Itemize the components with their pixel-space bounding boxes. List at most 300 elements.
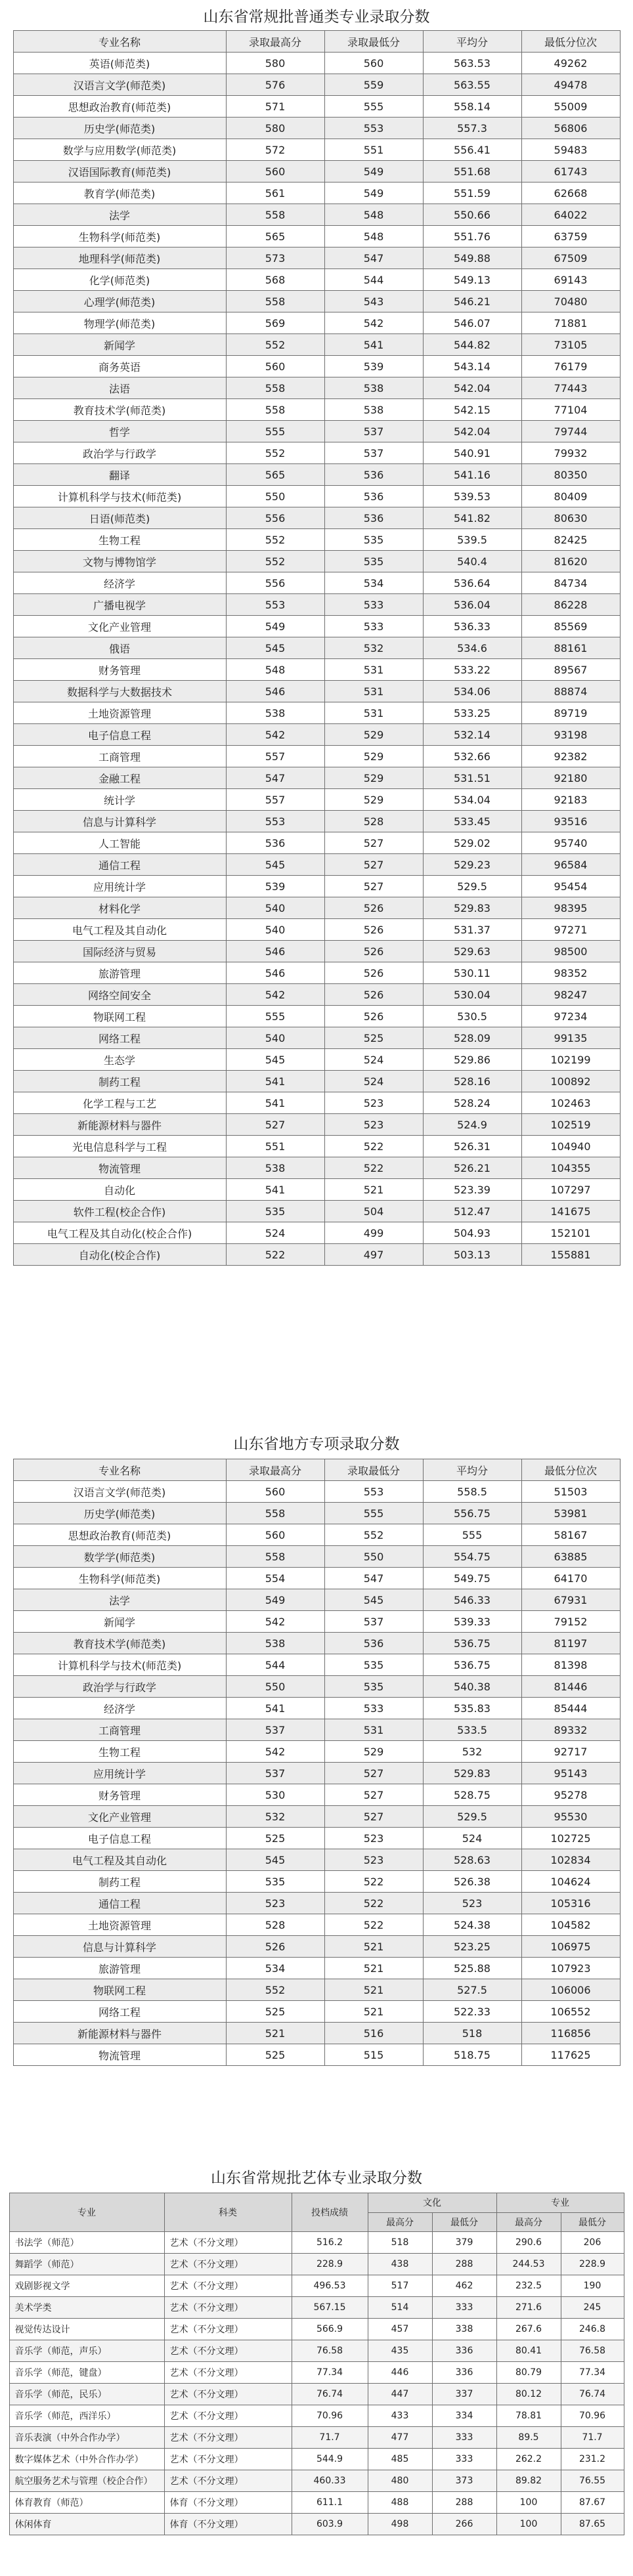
table-cell: 527.5 bbox=[423, 1979, 521, 2001]
table-cell: 539 bbox=[324, 356, 423, 377]
table-cell: 544 bbox=[226, 1654, 324, 1676]
table-cell: 190 bbox=[561, 2275, 624, 2297]
column-header: 最低分位次 bbox=[521, 1459, 620, 1481]
table-cell: 化学工程与工艺 bbox=[13, 1092, 226, 1114]
table-cell: 体育（不分文理） bbox=[164, 2514, 292, 2535]
header-row bbox=[13, 1459, 620, 1481]
table-cell: 531 bbox=[324, 702, 423, 724]
table-cell: 制药工程 bbox=[13, 1871, 226, 1893]
table-cell: 548 bbox=[324, 204, 423, 226]
table-cell: 518.75 bbox=[423, 2044, 521, 2066]
table-cell: 92180 bbox=[521, 767, 620, 789]
table-cell: 560 bbox=[226, 1524, 324, 1546]
table-cell: 79744 bbox=[521, 421, 620, 442]
table-cell: 计算机科学与技术(师范类) bbox=[13, 1654, 226, 1676]
table-row bbox=[9, 2384, 624, 2405]
table-cell: 80.12 bbox=[496, 2384, 561, 2405]
table-cell: 526 bbox=[226, 1936, 324, 1958]
table-cell: 物流管理 bbox=[13, 1157, 226, 1179]
table-row bbox=[13, 1763, 620, 1784]
table-row bbox=[13, 1914, 620, 1936]
table-cell: 102725 bbox=[521, 1828, 620, 1849]
table-cell: 音乐学（师范，民乐） bbox=[9, 2384, 164, 2405]
table-cell: 97271 bbox=[521, 919, 620, 941]
table-cell: 541 bbox=[226, 1179, 324, 1201]
table-cell: 541 bbox=[226, 1071, 324, 1092]
table-row bbox=[13, 724, 620, 746]
table-cell: 80630 bbox=[521, 507, 620, 529]
table-cell: 58167 bbox=[521, 1524, 620, 1546]
table-cell: 汉语言文学(师范类) bbox=[13, 74, 226, 96]
header-culture-min: 最低分 bbox=[432, 2212, 496, 2232]
table-cell: 529.83 bbox=[423, 1763, 521, 1784]
table-cell: 522 bbox=[324, 1157, 423, 1179]
table-cell: 544.82 bbox=[423, 334, 521, 356]
table-cell: 497 bbox=[324, 1244, 423, 1266]
table-row bbox=[9, 2514, 624, 2535]
table-cell: 565 bbox=[226, 226, 324, 247]
table-cell: 560 bbox=[324, 53, 423, 74]
table-row bbox=[9, 2449, 624, 2470]
table-cell: 547 bbox=[324, 1568, 423, 1589]
table-cell: 历史学(师范类) bbox=[13, 1503, 226, 1524]
table-cell: 288 bbox=[432, 2492, 496, 2514]
table-row bbox=[13, 854, 620, 876]
table-cell: 477 bbox=[368, 2427, 432, 2449]
table-cell: 542.04 bbox=[423, 421, 521, 442]
table-cell: 550 bbox=[226, 486, 324, 507]
table-cell: 100892 bbox=[521, 1071, 620, 1092]
table-cell: 89332 bbox=[521, 1719, 620, 1741]
table-row bbox=[13, 2023, 620, 2044]
table-cell: 541 bbox=[226, 1092, 324, 1114]
table-cell: 光电信息科学与工程 bbox=[13, 1136, 226, 1157]
table-cell: 戏剧影视文学 bbox=[9, 2275, 164, 2297]
table-row bbox=[13, 1049, 620, 1071]
table-cell: 535 bbox=[324, 1676, 423, 1698]
table-cell: 网络工程 bbox=[13, 1027, 226, 1049]
table-cell: 89567 bbox=[521, 659, 620, 681]
header-culture: 文化 bbox=[368, 2193, 496, 2213]
table-cell: 106552 bbox=[521, 2001, 620, 2023]
table-cell: 542.04 bbox=[423, 377, 521, 399]
table-cell: 542 bbox=[226, 724, 324, 746]
table-cell: 98395 bbox=[521, 897, 620, 919]
table-cell: 551.68 bbox=[423, 161, 521, 182]
table-cell: 49478 bbox=[521, 74, 620, 96]
table-cell: 76.58 bbox=[292, 2340, 368, 2362]
table-cell: 543 bbox=[324, 291, 423, 312]
table-cell: 生物科学(师范类) bbox=[13, 226, 226, 247]
table-cell: 536 bbox=[324, 464, 423, 486]
column-header: 最低分位次 bbox=[521, 31, 620, 53]
table-cell: 64022 bbox=[521, 204, 620, 226]
table-cell: 541 bbox=[324, 334, 423, 356]
table-cell: 524 bbox=[324, 1071, 423, 1092]
table-row bbox=[9, 2340, 624, 2362]
table-cell: 549 bbox=[226, 1589, 324, 1611]
table-cell: 531 bbox=[324, 659, 423, 681]
table-cell: 艺术（不分文理） bbox=[164, 2275, 292, 2297]
table-cell: 金融工程 bbox=[13, 767, 226, 789]
table-cell: 107297 bbox=[521, 1179, 620, 1201]
table-cell: 528.16 bbox=[423, 1071, 521, 1092]
table-row bbox=[13, 984, 620, 1006]
table-cell: 262.2 bbox=[496, 2449, 561, 2470]
table-cell: 81446 bbox=[521, 1676, 620, 1698]
table-cell: 527 bbox=[324, 876, 423, 897]
table-cell: 55009 bbox=[521, 96, 620, 118]
table-cell: 524 bbox=[324, 1049, 423, 1071]
table-row bbox=[9, 2362, 624, 2384]
table-cell: 旅游管理 bbox=[13, 1958, 226, 1979]
table-cell: 教育技术学(师范类) bbox=[13, 399, 226, 421]
table-cell: 物流管理 bbox=[13, 2044, 226, 2066]
table-cell: 80.79 bbox=[496, 2362, 561, 2384]
table-cell: 航空服务艺术与管理（校企合作） bbox=[9, 2470, 164, 2492]
table-cell: 524.38 bbox=[423, 1914, 521, 1936]
table-cell: 534.6 bbox=[423, 637, 521, 659]
table-cell: 529.5 bbox=[423, 1806, 521, 1828]
table-cell: 555 bbox=[226, 1006, 324, 1027]
table-row bbox=[13, 1071, 620, 1092]
table-cell: 86228 bbox=[521, 594, 620, 616]
table-cell: 512.47 bbox=[423, 1201, 521, 1222]
table-row bbox=[9, 2470, 624, 2492]
table-row bbox=[13, 1027, 620, 1049]
header-category: 科类 bbox=[164, 2193, 292, 2232]
table-cell: 523 bbox=[324, 1114, 423, 1136]
table-cell: 576 bbox=[226, 74, 324, 96]
table-cell: 体育教育（师范） bbox=[9, 2492, 164, 2514]
table-cell: 515 bbox=[324, 2044, 423, 2066]
table-cell: 542 bbox=[226, 1741, 324, 1763]
table-row bbox=[13, 1849, 620, 1871]
table-cell: 529.23 bbox=[423, 854, 521, 876]
table-cell: 551 bbox=[324, 139, 423, 161]
table-row bbox=[13, 247, 620, 269]
table-cell: 535 bbox=[324, 551, 423, 572]
table-row bbox=[13, 74, 620, 96]
table-cell: 电气工程及其自动化 bbox=[13, 919, 226, 941]
table-cell: 567.15 bbox=[292, 2297, 368, 2319]
table-cell: 534 bbox=[226, 1958, 324, 1979]
table-cell: 525 bbox=[226, 2044, 324, 2066]
table-cell: 艺术（不分文理） bbox=[164, 2449, 292, 2470]
table-cell: 560 bbox=[226, 1481, 324, 1503]
table-cell: 528.63 bbox=[423, 1849, 521, 1871]
table-cell: 552 bbox=[226, 529, 324, 551]
table-cell: 526.21 bbox=[423, 1157, 521, 1179]
table-cell: 534.06 bbox=[423, 681, 521, 702]
table-cell: 100 bbox=[496, 2492, 561, 2514]
header-row bbox=[13, 31, 620, 53]
table-cell: 552 bbox=[226, 442, 324, 464]
table-cell: 529.5 bbox=[423, 876, 521, 897]
table-cell: 工商管理 bbox=[13, 746, 226, 767]
table-cell: 信息与计算科学 bbox=[13, 1936, 226, 1958]
table-cell: 102834 bbox=[521, 1849, 620, 1871]
table-cell: 556 bbox=[226, 572, 324, 594]
table-cell: 545 bbox=[226, 854, 324, 876]
table-cell: 应用统计学 bbox=[13, 1763, 226, 1784]
table-cell: 534.04 bbox=[423, 789, 521, 811]
table-cell: 95740 bbox=[521, 832, 620, 854]
table-cell: 553 bbox=[226, 811, 324, 832]
score-table-art bbox=[9, 2193, 624, 2535]
table-cell: 生物工程 bbox=[13, 1741, 226, 1763]
table-cell: 558 bbox=[226, 1546, 324, 1568]
table-cell: 540.38 bbox=[423, 1676, 521, 1698]
column-header: 平均分 bbox=[423, 31, 521, 53]
table-cell: 87.67 bbox=[561, 2492, 624, 2514]
table-cell: 558 bbox=[226, 377, 324, 399]
table-row bbox=[13, 876, 620, 897]
table-row bbox=[13, 2044, 620, 2066]
table-cell: 524.9 bbox=[423, 1114, 521, 1136]
table-cell: 521 bbox=[324, 1179, 423, 1201]
table-cell: 85444 bbox=[521, 1698, 620, 1719]
table-cell: 533 bbox=[324, 594, 423, 616]
table-cell: 529 bbox=[324, 789, 423, 811]
table-cell: 538 bbox=[226, 702, 324, 724]
table-cell: 538 bbox=[324, 377, 423, 399]
table-cell: 财务管理 bbox=[13, 659, 226, 681]
table-cell: 529 bbox=[324, 1741, 423, 1763]
table-cell: 79932 bbox=[521, 442, 620, 464]
table-cell: 527 bbox=[324, 854, 423, 876]
table-cell: 536.75 bbox=[423, 1654, 521, 1676]
table-row bbox=[13, 1179, 620, 1201]
table-cell: 117625 bbox=[521, 2044, 620, 2066]
table-cell: 76.74 bbox=[561, 2384, 624, 2405]
table-row bbox=[13, 96, 620, 118]
table-cell: 71.7 bbox=[561, 2427, 624, 2449]
table-cell: 554.75 bbox=[423, 1546, 521, 1568]
table-cell: 231.2 bbox=[561, 2449, 624, 2470]
table-row bbox=[13, 486, 620, 507]
table-cell: 531 bbox=[324, 1719, 423, 1741]
table-cell: 559 bbox=[324, 74, 423, 96]
table-cell: 106975 bbox=[521, 1936, 620, 1958]
table-cell: 556.75 bbox=[423, 1503, 521, 1524]
table-cell: 69143 bbox=[521, 269, 620, 291]
table-cell: 电气工程及其自动化 bbox=[13, 1849, 226, 1871]
table-cell: 580 bbox=[226, 53, 324, 74]
table-cell: 228.9 bbox=[292, 2254, 368, 2275]
table-cell: 80409 bbox=[521, 486, 620, 507]
table-cell: 92717 bbox=[521, 1741, 620, 1763]
table-cell: 529.86 bbox=[423, 1049, 521, 1071]
table-row bbox=[9, 2427, 624, 2449]
table-cell: 530 bbox=[226, 1784, 324, 1806]
table-cell: 523 bbox=[324, 1092, 423, 1114]
table-cell: 544 bbox=[324, 269, 423, 291]
table-cell: 81398 bbox=[521, 1654, 620, 1676]
table-cell: 新闻学 bbox=[13, 334, 226, 356]
table-cell: 536 bbox=[324, 486, 423, 507]
column-header: 录取最低分 bbox=[324, 31, 423, 53]
table-cell: 自动化(校企合作) bbox=[13, 1244, 226, 1266]
table-cell: 540.91 bbox=[423, 442, 521, 464]
table-row bbox=[13, 529, 620, 551]
table-cell: 经济学 bbox=[13, 572, 226, 594]
table-row bbox=[13, 1654, 620, 1676]
table-cell: 526 bbox=[324, 941, 423, 962]
table-cell: 566.9 bbox=[292, 2319, 368, 2340]
section-local-special bbox=[0, 1430, 633, 2066]
table-cell: 522 bbox=[324, 1893, 423, 1914]
table-cell: 102463 bbox=[521, 1092, 620, 1114]
table-cell: 532 bbox=[324, 637, 423, 659]
table-cell: 76.74 bbox=[292, 2384, 368, 2405]
table-cell: 488 bbox=[368, 2492, 432, 2514]
table-cell: 网络工程 bbox=[13, 2001, 226, 2023]
table-cell: 551 bbox=[226, 1136, 324, 1157]
table-cell: 89.82 bbox=[496, 2470, 561, 2492]
table-cell: 音乐表演（中外合作办学） bbox=[9, 2427, 164, 2449]
table-cell: 543.14 bbox=[423, 356, 521, 377]
table-cell: 553 bbox=[324, 118, 423, 139]
table-cell: 81197 bbox=[521, 1633, 620, 1654]
table-row bbox=[13, 1244, 620, 1266]
table-cell: 244.53 bbox=[496, 2254, 561, 2275]
table-cell: 526 bbox=[324, 1006, 423, 1027]
table-cell: 536.75 bbox=[423, 1633, 521, 1654]
table-cell: 551.59 bbox=[423, 182, 521, 204]
table-cell: 460.33 bbox=[292, 2470, 368, 2492]
table-row bbox=[13, 659, 620, 681]
table-cell: 98352 bbox=[521, 962, 620, 984]
table-cell: 93198 bbox=[521, 724, 620, 746]
table-cell: 551.76 bbox=[423, 226, 521, 247]
table-cell: 88161 bbox=[521, 637, 620, 659]
table-row bbox=[9, 2254, 624, 2275]
table-row bbox=[13, 962, 620, 984]
table-cell: 电子信息工程 bbox=[13, 1828, 226, 1849]
table-cell: 英语(师范类) bbox=[13, 53, 226, 74]
table-cell: 580 bbox=[226, 118, 324, 139]
table-cell: 通信工程 bbox=[13, 854, 226, 876]
table-cell: 98247 bbox=[521, 984, 620, 1006]
table-cell: 舞蹈学（师范） bbox=[9, 2254, 164, 2275]
table-cell: 思想政治教育(师范类) bbox=[13, 96, 226, 118]
table-row bbox=[13, 1503, 620, 1524]
table-cell: 92183 bbox=[521, 789, 620, 811]
table-cell: 558 bbox=[226, 1503, 324, 1524]
table-cell: 77443 bbox=[521, 377, 620, 399]
table-cell: 82425 bbox=[521, 529, 620, 551]
table-cell: 物联网工程 bbox=[13, 1979, 226, 2001]
table-row bbox=[13, 681, 620, 702]
table-cell: 物理学(师范类) bbox=[13, 312, 226, 334]
table-row bbox=[13, 1784, 620, 1806]
table-cell: 88874 bbox=[521, 681, 620, 702]
section-art-sports bbox=[0, 2164, 633, 2535]
table-cell: 554 bbox=[226, 1568, 324, 1589]
table-row bbox=[9, 2275, 624, 2297]
table-cell: 电子信息工程 bbox=[13, 724, 226, 746]
table-cell: 533.5 bbox=[423, 1719, 521, 1741]
table-cell: 373 bbox=[432, 2470, 496, 2492]
table-cell: 84734 bbox=[521, 572, 620, 594]
header-specialty-max: 最高分 bbox=[496, 2212, 561, 2232]
table-row bbox=[13, 291, 620, 312]
table-cell: 536 bbox=[324, 507, 423, 529]
table-cell: 物联网工程 bbox=[13, 1006, 226, 1027]
table-cell: 523 bbox=[324, 1828, 423, 1849]
table-cell: 155881 bbox=[521, 1244, 620, 1266]
table-row bbox=[13, 941, 620, 962]
table-cell: 524 bbox=[423, 1828, 521, 1849]
table-cell: 529 bbox=[324, 767, 423, 789]
table-cell: 电气工程及其自动化(校企合作) bbox=[13, 1222, 226, 1244]
table-row bbox=[13, 767, 620, 789]
table-row bbox=[13, 464, 620, 486]
table-cell: 艺术（不分文理） bbox=[164, 2232, 292, 2254]
table-cell: 文化产业管理 bbox=[13, 616, 226, 637]
table-cell: 480 bbox=[368, 2470, 432, 2492]
table-row bbox=[13, 312, 620, 334]
table-cell: 法学 bbox=[13, 1589, 226, 1611]
table-cell: 546 bbox=[226, 962, 324, 984]
table-row bbox=[13, 1136, 620, 1157]
table-cell: 新闻学 bbox=[13, 1611, 226, 1633]
table-row bbox=[13, 1676, 620, 1698]
table-cell: 549 bbox=[226, 616, 324, 637]
table-row bbox=[13, 182, 620, 204]
table-cell: 245 bbox=[561, 2297, 624, 2319]
table-cell: 休闲体育 bbox=[9, 2514, 164, 2535]
table-cell: 70.96 bbox=[292, 2405, 368, 2427]
table-cell: 视觉传达设计 bbox=[9, 2319, 164, 2340]
table-row bbox=[9, 2405, 624, 2427]
table-cell: 333 bbox=[432, 2449, 496, 2470]
table-cell: 制药工程 bbox=[13, 1071, 226, 1092]
table-cell: 539.33 bbox=[423, 1611, 521, 1633]
table-cell: 俄语 bbox=[13, 637, 226, 659]
table-row bbox=[13, 1222, 620, 1244]
table-cell: 550 bbox=[324, 1546, 423, 1568]
table-cell: 人工智能 bbox=[13, 832, 226, 854]
table-cell: 438 bbox=[368, 2254, 432, 2275]
table-cell: 教育学(师范类) bbox=[13, 182, 226, 204]
table-cell: 529 bbox=[324, 724, 423, 746]
table-cell: 379 bbox=[432, 2232, 496, 2254]
table-cell: 音乐学（师范，声乐） bbox=[9, 2340, 164, 2362]
column-header: 录取最低分 bbox=[324, 1459, 423, 1481]
table-cell: 71.7 bbox=[292, 2427, 368, 2449]
table-cell: 527 bbox=[324, 1806, 423, 1828]
table-cell: 自动化 bbox=[13, 1179, 226, 1201]
table-row bbox=[13, 507, 620, 529]
table-cell: 艺术（不分文理） bbox=[164, 2319, 292, 2340]
table-cell: 558 bbox=[226, 399, 324, 421]
table-row bbox=[13, 53, 620, 74]
table-cell: 工商管理 bbox=[13, 1719, 226, 1741]
table-cell: 552 bbox=[226, 551, 324, 572]
table-cell: 商务英语 bbox=[13, 356, 226, 377]
table-row bbox=[13, 356, 620, 377]
header-major: 专业 bbox=[9, 2193, 164, 2232]
table-cell: 556.41 bbox=[423, 139, 521, 161]
table-cell: 267.6 bbox=[496, 2319, 561, 2340]
table-cell: 生物科学(师范类) bbox=[13, 1568, 226, 1589]
table-cell: 数学与应用数学(师范类) bbox=[13, 139, 226, 161]
table-row bbox=[13, 118, 620, 139]
table-cell: 535 bbox=[324, 1654, 423, 1676]
column-header: 专业名称 bbox=[13, 1459, 226, 1481]
